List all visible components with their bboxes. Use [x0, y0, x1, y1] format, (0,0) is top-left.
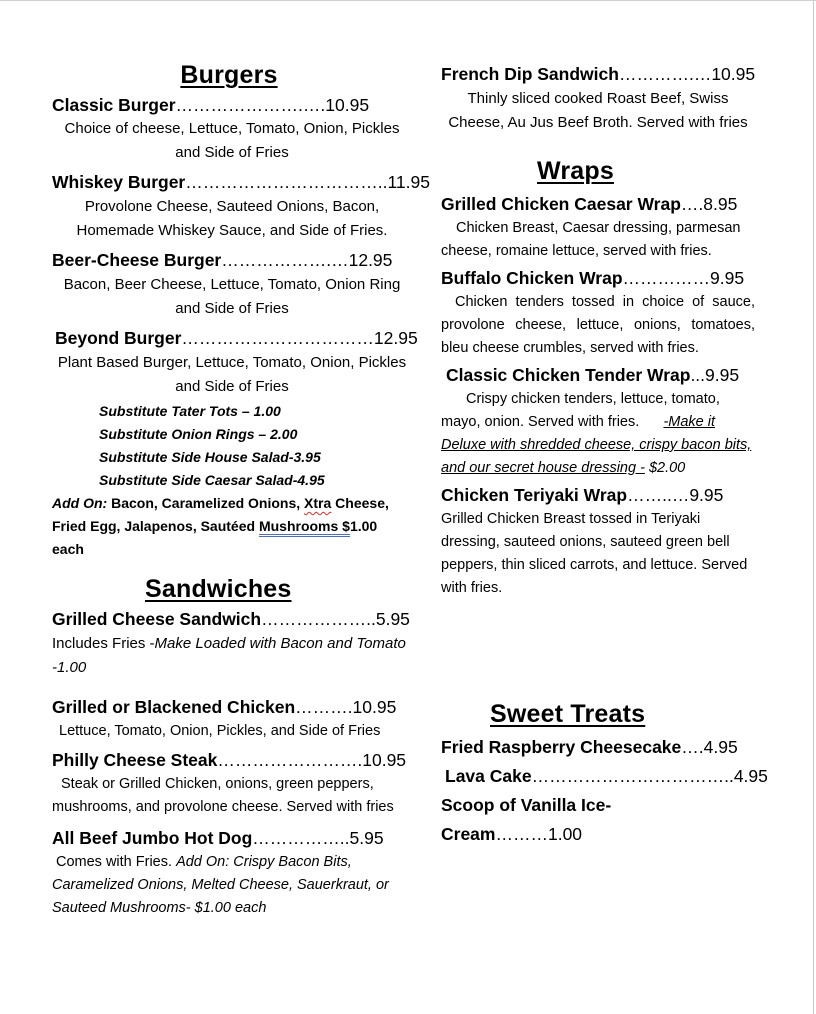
menu-item-classic-chicken-tender-wrap	[441, 362, 755, 480]
description-italic: Make Loaded with Bacon and Tomato -1.00	[52, 635, 406, 676]
leader-dots: ……………….…	[221, 250, 349, 270]
item-name: French Dip Sandwich	[441, 64, 619, 84]
menu-item-whiskey-burger	[52, 169, 430, 243]
item-name: Philly Cheese Steak	[52, 750, 218, 770]
item-description: Grilled Chicken Breast tossed in Teriyaki dressing, sauteed onions, sauteed green bell peppers, thin sliced carrots, and lettuce. Served with fries.	[441, 511, 748, 596]
description-text: Includes Fries -	[52, 635, 155, 652]
item-name: Whiskey Burger	[52, 172, 186, 192]
menu-item-grilled-cheese-sandwich	[52, 606, 412, 680]
item-price: 4.95	[733, 766, 768, 786]
item-price: 10.95	[711, 64, 756, 84]
item-price: 10.95	[352, 697, 397, 717]
item-name: Classic Chicken Tender Wrap	[446, 365, 691, 385]
menu-item-beer-cheese-burger	[52, 247, 412, 321]
item-description: Provolone Cheese, Sauteed Onions, Bacon, Homemade Whiskey Sauce, and Side of Fries.	[76, 198, 388, 239]
item-price: 9.95	[705, 365, 740, 385]
menu-item-all-beef-jumbo-hot-dog	[52, 825, 412, 920]
item-price: 4.95	[703, 737, 738, 757]
item-description: Lettuce, Tomato, Onion, Pickles, and Side of Fries	[59, 723, 381, 739]
menu-item-fried-raspberry-cheesecake	[441, 733, 755, 762]
page-edge	[813, 1, 814, 1014]
item-name: Cream	[441, 824, 496, 844]
menu-item-beyond-burger	[52, 325, 418, 399]
item-name: Beer-Cheese Burger	[52, 250, 222, 270]
left-column	[52, 61, 430, 920]
item-price: 12.95	[348, 250, 393, 270]
menu-item-buffalo-chicken-wrap	[441, 265, 755, 360]
item-description: Steak or Grilled Chicken, onions, green peppers, mushrooms, and provolone cheese. Served with fries	[52, 776, 394, 815]
item-description	[441, 388, 755, 480]
leader-dots: ….	[680, 194, 704, 214]
item-price: 5.95	[375, 609, 410, 629]
description-text: Crispy chicken tenders, lettuce, tomato, mayo, onion. Served with fries.	[441, 391, 720, 430]
item-price: 5.95	[349, 828, 384, 848]
description-italic: Add On: Crispy Bacon Bits, Caramelized Onions, Melted Cheese, Sauerkraut, or	[52, 854, 389, 893]
item-name: All Beef Jumbo Hot Dog	[52, 828, 253, 848]
leader-dots: ……………..	[252, 828, 350, 848]
right-column	[441, 61, 768, 849]
menu-item-grilled-blackened-chicken	[52, 694, 412, 743]
menu-item-classic-burger	[52, 92, 412, 165]
add-on-label: Add On:	[52, 495, 108, 511]
item-name: Lava Cake	[445, 766, 532, 786]
leader-dots: ...	[690, 365, 706, 385]
leader-dots: ……………………………..	[531, 766, 734, 786]
add-on-text: Mushrooms $	[258, 518, 350, 534]
item-price: 9.95	[689, 485, 724, 505]
item-price: 12.95	[373, 328, 418, 348]
section-title-wraps: Wraps	[537, 157, 614, 185]
item-description: Thinly sliced cooked Roast Beef, Swiss Cheese, Au Jus Beef Broth. Served with fries	[448, 90, 748, 131]
menu-item-french-dip-sandwich	[441, 61, 755, 135]
deluxe-upgrade-price: $2.00	[644, 460, 686, 476]
item-name: Buffalo Chicken Wrap	[441, 268, 623, 288]
item-price: 11.95	[387, 172, 430, 192]
item-price: 1.00	[547, 824, 583, 844]
item-name: Chicken Teriyaki Wrap	[441, 485, 628, 505]
leader-dots: ………….…	[618, 64, 712, 84]
substitute-option: Substitute Side Caesar Salad-4.95	[99, 472, 325, 488]
item-name: Grilled Chicken Caesar Wrap	[441, 194, 681, 214]
item-description	[52, 632, 412, 680]
leader-dots: ……..…	[627, 485, 690, 505]
leader-dots: ….	[681, 737, 704, 757]
item-price: 9.95	[710, 268, 745, 288]
leader-dots: …………………….	[217, 750, 363, 770]
item-description-addon: Sauteed Mushrooms- $1.00 each	[52, 900, 267, 916]
menu-item-vanilla-ice-cream	[441, 791, 755, 849]
burger-add-ons	[52, 492, 412, 561]
leader-dots: ………	[495, 824, 548, 844]
item-name: Grilled Cheese Sandwich	[52, 609, 262, 629]
leader-dots: ……….	[295, 697, 353, 717]
item-name: Classic Burger	[52, 95, 176, 115]
menu-item-chicken-teriyaki-wrap	[441, 482, 755, 600]
substitute-option: Substitute Side House Salad-3.95	[99, 449, 321, 465]
item-name: Scoop of Vanilla Ice-	[441, 795, 612, 815]
menu-item-lava-cake	[441, 762, 768, 791]
leader-dots: ……………………………..	[185, 172, 388, 192]
item-description: Plant Based Burger, Lettuce, Tomato, Onion, Pickles and Side of Fries	[57, 354, 407, 395]
add-on-text: Cheese, Fried Egg, Jalapenos, Sautéed	[52, 495, 389, 534]
item-description: Chicken Breast, Caesar dressing, parmesan cheese, romaine lettuce, served with fries.	[441, 220, 741, 259]
menu-item-philly-cheese-steak	[52, 747, 412, 819]
item-description: Choice of cheese, Lettuce, Tomato, Onion, Pickles and Side of Fries	[64, 120, 400, 161]
substitute-option: Substitute Tater Tots – 1.00	[99, 403, 281, 419]
description-text: Comes with Fries.	[56, 854, 177, 870]
leader-dots: ………………….….	[175, 95, 326, 115]
substitute-option: Substitute Onion Rings – 2.00	[99, 426, 298, 442]
item-description	[52, 851, 402, 897]
item-name: Beyond Burger	[55, 328, 182, 348]
item-price: 10.95	[325, 95, 370, 115]
item-name: Grilled or Blackened Chicken	[52, 697, 296, 717]
leader-dots: ……………………………	[181, 328, 374, 348]
item-description: Bacon, Beer Cheese, Lettuce, Tomato, Onion Ring and Side of Fries	[63, 276, 401, 317]
deluxe-upgrade-text: -Make it Deluxe with shredded cheese, crispy bacon bits, and our secret house dressing -	[441, 414, 752, 476]
item-description: Chicken tenders tossed in choice of sauce, provolone cheese, lettuce, onions, tomatoes, bleu cheese crumbles, served with fries.	[441, 294, 755, 356]
menu-item-grilled-chicken-caesar-wrap	[441, 191, 755, 263]
item-price: 8.95	[703, 194, 738, 214]
dessert-list	[441, 733, 768, 849]
section-title-burgers: Burgers	[180, 61, 278, 89]
substitutes-list	[52, 400, 412, 492]
add-on-text: Bacon, Caramelized Onions,	[107, 495, 305, 511]
add-on-text: 1.00 each	[52, 518, 378, 557]
leader-dots: ……………	[622, 268, 711, 288]
add-on-text: Xtra	[304, 495, 332, 511]
section-title-sweet-treats: Sweet Treats	[490, 700, 646, 728]
section-title-sandwiches: Sandwiches	[145, 575, 292, 603]
item-name: Fried Raspberry Cheesecake	[441, 737, 682, 757]
item-price: 10.95	[362, 750, 407, 770]
leader-dots: ………………..	[261, 609, 376, 629]
